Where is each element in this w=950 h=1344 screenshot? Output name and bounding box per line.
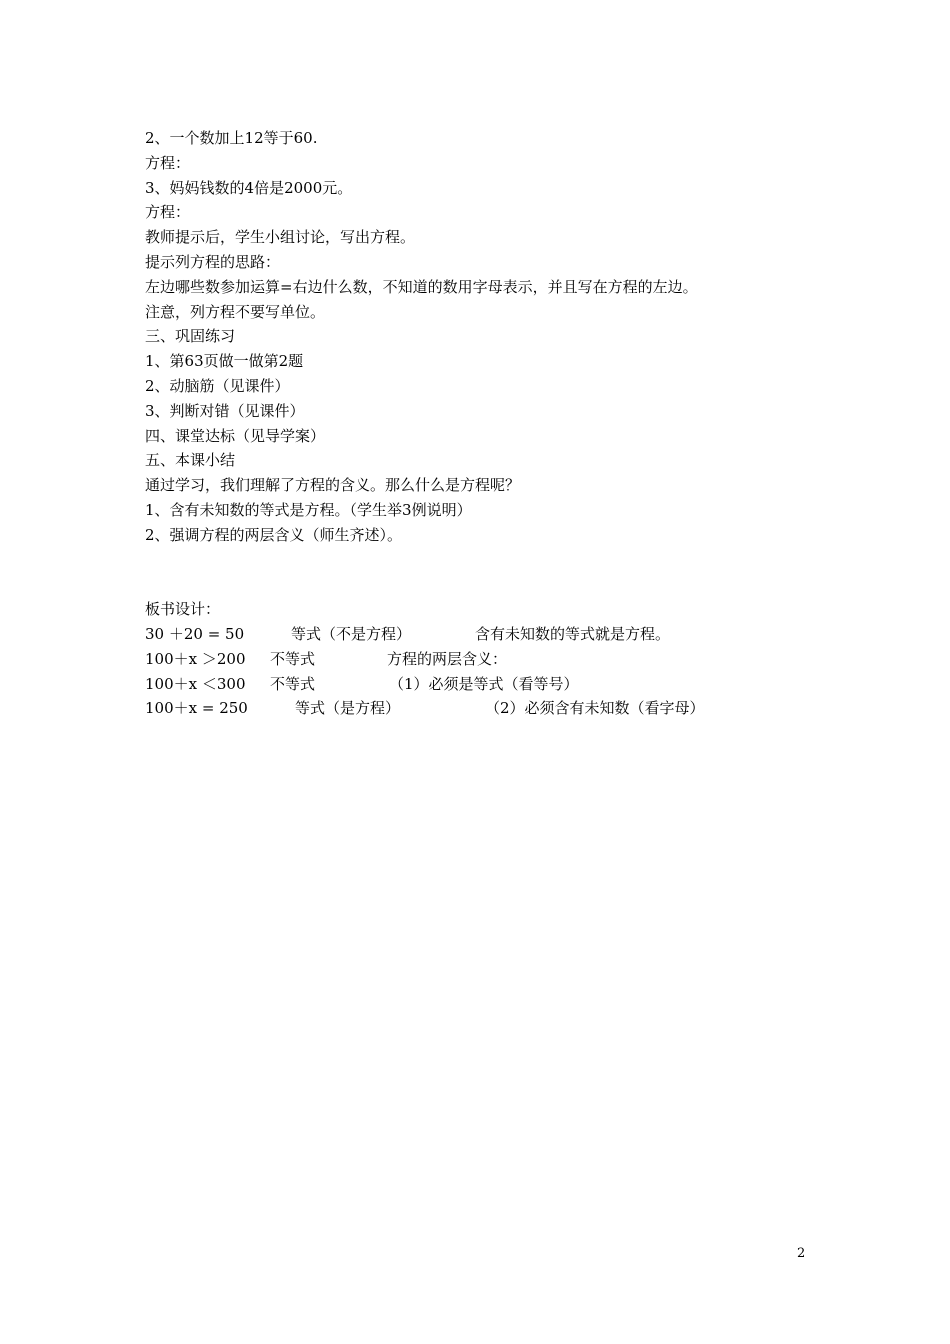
text-line: 通过学习，我们理解了方程的含义。那么什么是方程呢？ [145,476,521,495]
board-expression: 100＋x ＜300 [145,674,246,693]
section-heading: 四、课堂达标（见导学案） [145,426,326,445]
page-number: 2 [797,1246,806,1261]
board-type: 等式（是方程） [295,699,401,718]
text-line: 3、妈妈钱数的4倍是2000元。 [145,178,353,197]
board-type: 不等式 [270,674,316,693]
text-line: 2、一个数加上12等于60. [145,129,318,147]
board-type: 等式（不是方程） [291,624,412,643]
board-note: 含有未知数的等式就是方程。 [475,624,671,643]
text-line: 方程： [145,203,191,222]
text-line: 注意，列方程不要写单位。 [145,302,326,321]
board-note: （1）必须是等式（看等号） [389,674,579,693]
board-note: 方程的两层含义： [387,649,508,668]
board-row [145,672,865,697]
text-line: 1、第63页做一做第2题 [145,352,304,371]
text-line: 2、强调方程的两层含义（师生齐述）。 [145,525,403,544]
text-line: 3、判断对错（见课件） [145,401,305,420]
board-type: 不等式 [270,649,316,668]
section-heading: 五、本课小结 [145,451,236,470]
board-expression: 100＋x = 250 [145,699,248,718]
text-line: 2、动脑筋（见课件） [145,376,290,395]
text-line: 方程： [145,153,191,172]
board-note: （2）必须含有未知数（看字母） [485,699,705,718]
text-line: 教师提示后，学生小组讨论，写出方程。 [145,228,416,247]
board-expression: 100＋x ＞200 [145,649,246,668]
board-row [145,647,865,672]
spacer [145,548,865,598]
lesson-content [145,126,865,721]
text-line: 左边哪些数参加运算=右边什么数，不知道的数用字母表示，并且写在方程的左边。 [145,277,698,296]
text-line: 1、含有未知数的等式是方程。（学生举3例说明） [145,500,472,519]
text-line: 提示列方程的思路： [145,252,281,271]
board-row [145,696,865,721]
board-expression: 30 ＋20 = 50 [145,624,245,643]
section-heading: 三、巩固练习 [145,327,236,346]
board-title: 板书设计： [145,600,221,619]
board-row [145,622,865,647]
